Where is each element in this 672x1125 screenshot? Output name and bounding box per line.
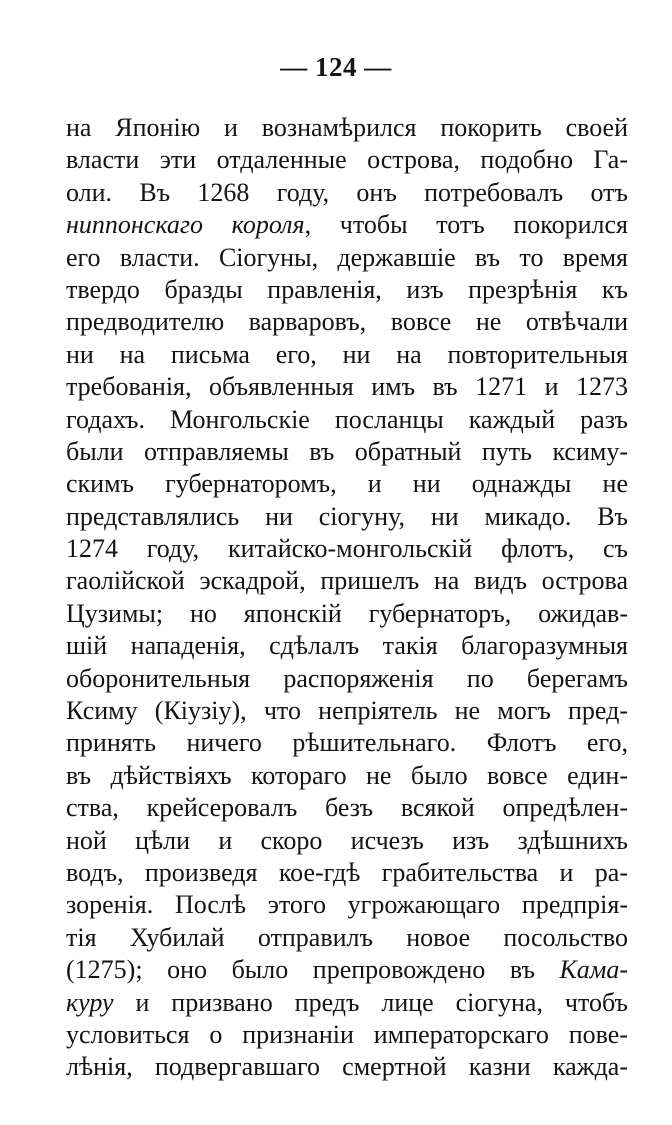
italic-text: куру	[66, 987, 114, 1017]
text-line	[66, 242, 628, 274]
text-segment: тія Хубилай отправилъ новое посольство	[66, 922, 628, 952]
text-line	[66, 630, 628, 662]
text-segment: скимъ губернаторомъ, и ни однажды не	[66, 469, 628, 499]
text-segment: оборонительныя распоряженія по берегамъ	[66, 663, 628, 693]
text-line	[66, 468, 628, 500]
text-segment: власти эти отдаленные острова, подобно Га-	[66, 145, 628, 175]
body-text	[66, 112, 628, 1084]
text-line	[66, 144, 628, 176]
text-segment: зоренія. Послѣ этого угрожающаго предпрія-	[66, 890, 628, 920]
text-line	[66, 598, 628, 630]
text-segment: на Японію и вознамѣрился покорить своей	[66, 113, 628, 142]
text-segment: условиться о признаніи императорскаго пове-	[66, 1019, 628, 1049]
text-segment: предводителю варваровъ, вовсе не отвѣчали	[66, 307, 628, 337]
italic-text: Кама-	[559, 955, 628, 985]
text-segment: шій нападенія, сдѣлалъ такія благоразумныя	[66, 631, 628, 661]
text-segment: представлялись ни сіогуну, ни микадо. Въ	[66, 501, 628, 531]
text-segment: ства, крейсеровалъ безъ всякой опредѣлен-	[66, 793, 628, 823]
italic-text: ниппонскаго короля	[66, 210, 305, 240]
page-number: — 124 —	[280, 52, 392, 82]
text-line	[66, 792, 628, 824]
text-segment: Ксиму (Кіузіу), что непріятель не могъ пред-	[66, 696, 628, 726]
text-line	[66, 987, 628, 1019]
text-line	[66, 663, 628, 695]
text-line	[66, 889, 628, 921]
text-line	[66, 501, 628, 533]
text-line	[66, 533, 628, 565]
text-line	[66, 436, 628, 468]
text-line	[66, 404, 628, 436]
text-segment: водъ, произведя кое-гдѣ грабительства и ра-	[66, 857, 628, 887]
text-line	[66, 1051, 628, 1083]
text-segment: годахъ. Монгольскіе посланцы каждый разъ	[66, 404, 628, 434]
text-segment: ной цѣли и скоро исчезъ изъ здѣшнихъ	[66, 825, 628, 855]
text-segment: принять ничего рѣшительнаго. Флотъ его,	[66, 728, 628, 758]
text-line	[66, 209, 628, 241]
text-segment: твердо бразды правленія, изъ презрѣнія къ	[66, 274, 628, 304]
text-segment: гаолійской эскадрой, пришелъ на видъ острова	[66, 566, 628, 596]
text-line	[66, 274, 628, 306]
text-segment: и призвано предъ лице сіогуна, чтобъ	[113, 987, 628, 1017]
text-segment: его власти. Сіогуны, державшіе въ то время	[66, 242, 628, 272]
text-segment: въ дѣйствіяхъ котораго не было вовсе един-	[66, 760, 628, 790]
text-line	[66, 727, 628, 759]
text-line	[66, 1019, 628, 1051]
text-line	[66, 760, 628, 792]
text-segment: были отправляемы въ обратный путь ксиму-	[66, 436, 628, 466]
text-line	[66, 695, 628, 727]
text-line	[66, 306, 628, 338]
text-line	[66, 177, 628, 209]
text-segment: требованія, объявленныя имъ въ 1271 и 1273	[66, 372, 628, 402]
text-segment: Цузимы; но японскій губернаторъ, ожидав-	[66, 598, 628, 628]
text-line	[66, 339, 628, 371]
text-line	[66, 565, 628, 597]
text-segment: (1275); оно было препровождено въ	[66, 955, 560, 985]
text-line	[66, 954, 628, 986]
text-line	[66, 922, 628, 954]
text-line	[66, 371, 628, 403]
text-segment: 1274 году, китайско-монгольскій флотъ, съ	[66, 534, 628, 564]
text-segment: ни на письма его, ни на повторительныя	[66, 339, 628, 369]
text-line	[66, 825, 628, 857]
text-line	[66, 857, 628, 889]
text-segment: оли. Въ 1268 году, онъ потребовалъ отъ	[66, 177, 628, 207]
text-line	[66, 112, 628, 144]
text-segment: лѣнія, подвергавшаго смертной казни кажда-	[66, 1052, 628, 1082]
text-segment: , чтобы тотъ покорился	[304, 210, 628, 240]
